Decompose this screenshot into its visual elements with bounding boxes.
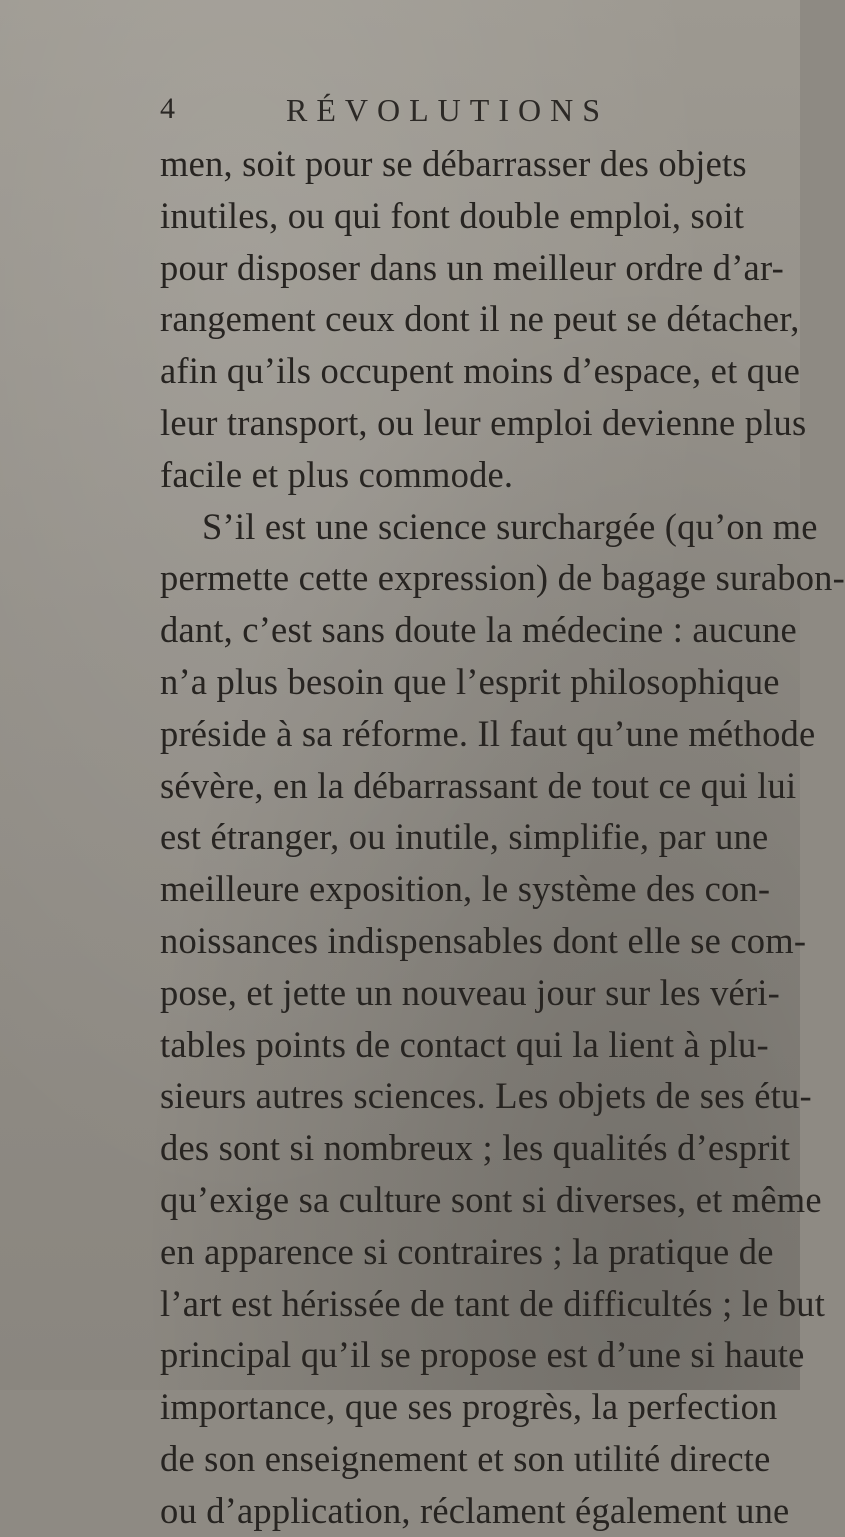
text-line: importance, que ses progrès, la perfection bbox=[160, 1386, 778, 1428]
text-line: permette cette expression) de bagage surabon- bbox=[160, 557, 845, 599]
text-line: rangement ceux dont il ne peut se détacher, bbox=[160, 298, 800, 340]
text-line: de son enseignement et son utilité directe bbox=[160, 1437, 771, 1479]
text-line: ou d’application, réclament également une bbox=[160, 1489, 790, 1531]
page-number: 4 bbox=[160, 92, 175, 125]
text-line: pour disposer dans un meilleur ordre d’ar- bbox=[160, 246, 784, 288]
paragraph-start-line: S’il est une science surchargée (qu’on me bbox=[202, 505, 818, 547]
text-line: facile et plus commode. bbox=[160, 453, 514, 495]
text-line: men, soit pour se débarrasser des objets bbox=[160, 143, 747, 184]
text-line: afin qu’ils occupent moins d’espace, et que bbox=[160, 350, 801, 392]
text-line: tables points de contact qui la lient à plu- bbox=[160, 1023, 769, 1065]
text-line: meilleure exposition, le système des con- bbox=[160, 868, 771, 910]
text-line: inutiles, ou qui font double emploi, soit bbox=[160, 194, 745, 236]
text-line: en apparence si contraires ; la pratique de bbox=[160, 1230, 774, 1272]
text-line: n’a plus besoin que l’esprit philosophique bbox=[160, 660, 780, 702]
text-line: est étranger, ou inutile, simplifie, par une bbox=[160, 816, 769, 858]
text-line: noissances indispensables dont elle se com- bbox=[160, 919, 807, 961]
text-line: des sont si nombreux ; les qualités d’esprit bbox=[160, 1127, 791, 1169]
running-head: RÉVOLUTIONS bbox=[286, 92, 609, 128]
text-line: préside à sa réforme. Il faut qu’une méthode bbox=[160, 712, 816, 754]
text-line: l’art est hérissée de tant de difficultés ; le but bbox=[160, 1282, 826, 1324]
text-line: principal qu’il se propose est d’une si haute bbox=[160, 1334, 805, 1376]
text-line: dant, c’est sans doute la médecine : aucune bbox=[160, 609, 797, 651]
body-text bbox=[160, 138, 845, 1537]
text-line: sévère, en la débarrassant de tout ce qui lui bbox=[160, 764, 797, 806]
text-line: leur transport, ou leur emploi devienne plus bbox=[160, 401, 807, 443]
text-line: pose, et jette un nouveau jour sur les véri- bbox=[160, 971, 780, 1013]
text-line: sieurs autres sciences. Les objets de ses étu- bbox=[160, 1075, 812, 1117]
text-line: qu’exige sa culture sont si diverses, et même bbox=[160, 1178, 822, 1220]
